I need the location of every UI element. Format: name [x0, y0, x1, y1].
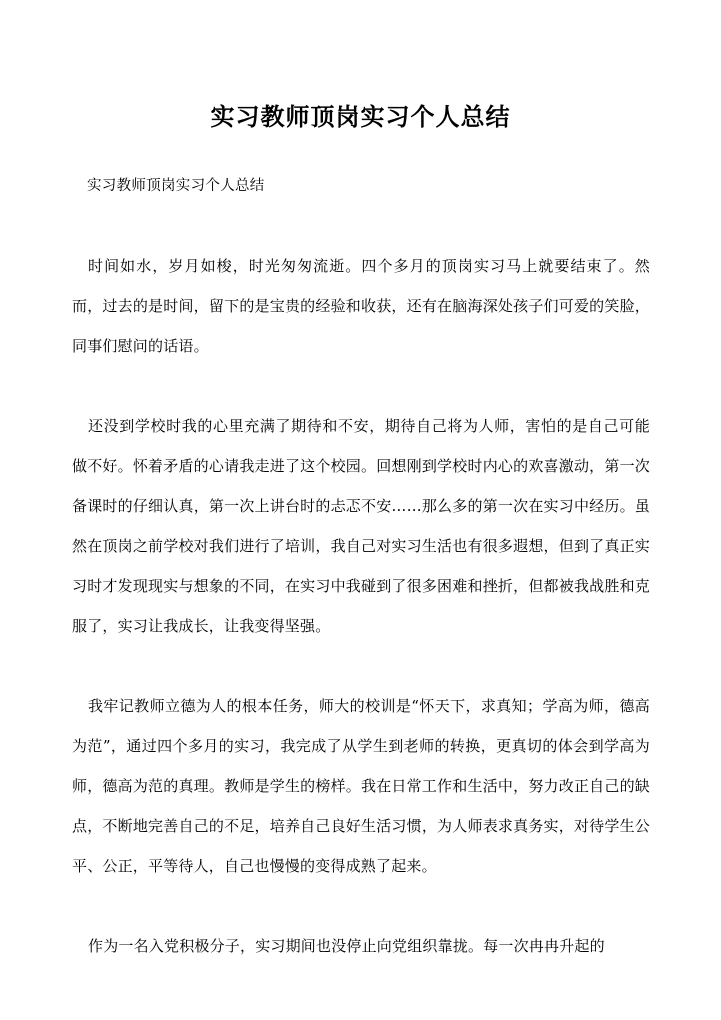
document-subtitle: 实习教师顶岗实习个人总结	[87, 178, 265, 194]
paragraph-spacer	[72, 366, 650, 406]
document-body	[72, 166, 650, 966]
paragraph-4: 作为一名入党积极分子，实习期间也没停止向党组织靠拢。每一次冉冉升起的	[88, 937, 605, 955]
paragraph-spacer	[72, 886, 650, 926]
paragraph-spacer	[72, 206, 650, 246]
paragraph-3: 我牢记教师立德为人的根本任务，师大的校训是“怀天下，求真知；学高为师，德高为范”，通过四个多月的实习，我完成了从学生到老师的转换，更真切的体会到学高为师，德高为范的真理。教师是学生的榜样。我在日常工作和生活中，努力改正自己的缺点，不断地完善自己的不足，培养自己良好生活习惯，为人师表求真务实，对待学生公平、公正，平等待人，自己也慢慢的变得成熟了起来。	[72, 697, 650, 875]
page-title: 实习教师顶岗实习个人总结	[210, 102, 511, 132]
paragraph-1: 时间如水，岁月如梭，时光匆匆流逝。四个多月的顶岗实习马上就要结束了。然而，过去的是时间，留下的是宝贵的经验和收获，还有在脑海深处孩子们可爱的笑脸，同事们慰问的话语。	[72, 257, 650, 355]
paragraph-2: 还没到学校时我的心里充满了期待和不安，期待自己将为人师，害怕的是自己可能做不好。怀着矛盾的心请我走进了这个校园。回想刚到学校时内心的欢喜激动，第一次备课时的仔细认真，第一次上讲台时的忐忑不安……那么多的第一次在实习中经历。虽然在顶岗之前学校对我们进行了培训，我自己对实习生活也有很多遐想，但到了真正实习时才发现现实与想象的不同，在实习中我碰到了很多困难和挫折，但都被我战胜和克服了，实习让我成长，让我变得坚强。	[72, 417, 650, 635]
paragraph-spacer	[72, 646, 650, 686]
